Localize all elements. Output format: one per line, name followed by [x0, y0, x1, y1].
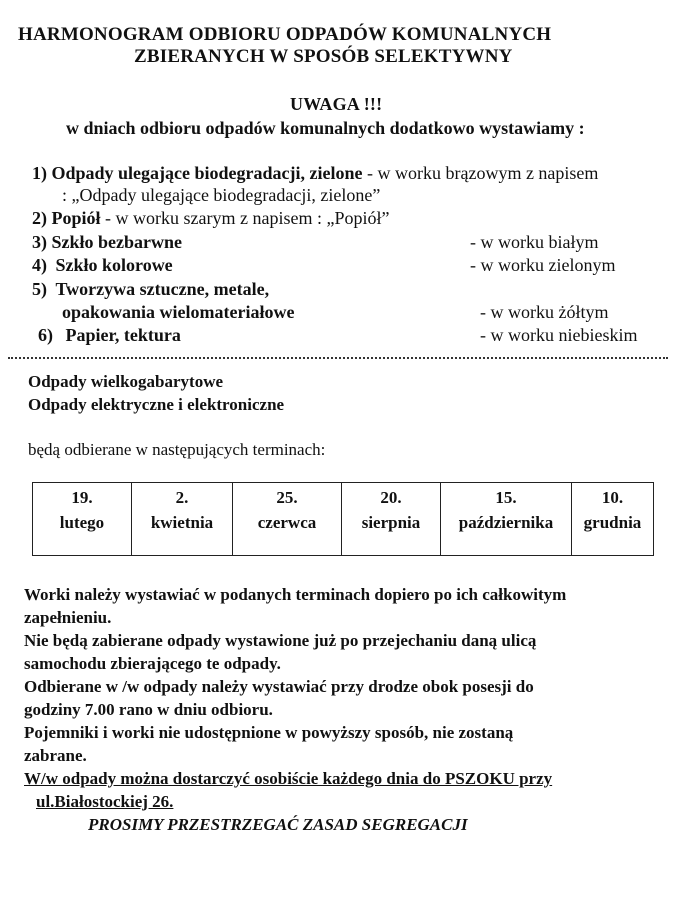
bag-color: - w worku zielonym — [470, 255, 616, 275]
item-description: - w worku brązowym z napisem — [362, 163, 599, 183]
subtitle: w dniach odbioru odpadów komunalnych dodatkowo wystawiamy : — [66, 118, 585, 138]
list-item — [32, 163, 598, 184]
schedule-cell — [572, 483, 654, 556]
item-number: 6) — [38, 325, 53, 345]
item-name: Popiół — [51, 208, 101, 228]
schedule-cell — [233, 483, 342, 556]
schedule-intro: będą odbierane w następujących terminach: — [28, 440, 326, 459]
schedule-table — [32, 482, 654, 556]
item-name: Szkło kolorowe — [55, 255, 173, 275]
electronic-waste-label: Odpady elektryczne i elektroniczne — [28, 395, 285, 414]
item-number: 2) — [32, 208, 47, 228]
item-name: Papier, tektura — [65, 325, 181, 345]
schedule-day: 2. — [175, 488, 189, 507]
item-name-continued: opakowania wielomateriałowe — [62, 302, 295, 322]
list-item — [38, 325, 181, 346]
table-row — [33, 483, 654, 556]
schedule-month: grudnia — [583, 513, 642, 532]
schedule-day: 15. — [495, 488, 517, 507]
schedule-cell — [33, 483, 132, 556]
list-item — [32, 208, 389, 229]
schedule-month: kwietnia — [150, 513, 214, 532]
schedule-month: lutego — [59, 513, 105, 532]
item-number: 4) — [32, 255, 47, 275]
warning-heading: UWAGA !!! — [290, 94, 383, 114]
footer-slogan: PROSIMY PRZESTRZEGAĆ ZASAD SEGREGACJI — [88, 815, 468, 834]
schedule-month: czerwca — [257, 513, 317, 532]
schedule-day: 25. — [276, 488, 298, 507]
list-item — [32, 255, 173, 276]
title-line-2: ZBIERANYCH W SPOSÓB SELEKTYWNY — [134, 46, 513, 67]
schedule-month: października — [458, 513, 554, 532]
schedule-cell — [441, 483, 572, 556]
item-name: Tworzywa sztuczne, metale, — [55, 279, 270, 299]
schedule-day: 19. — [71, 488, 93, 507]
item-description-continued: : „Odpady ulegające biodegradacji, zielone” — [62, 185, 381, 205]
bag-color: - w worku żółtym — [480, 302, 609, 322]
list-item — [32, 232, 182, 253]
item-number: 5) — [32, 279, 47, 299]
title-line-1: HARMONOGRAM ODBIORU ODPADÓW KOMUNALNYCH — [18, 24, 552, 45]
pszok-address: ul.Białostockiej 26. — [36, 792, 174, 811]
item-description: - w worku szarym z napisem : „Popiół” — [100, 208, 390, 228]
item-name: Odpady ulegające biodegradacji, zielone — [51, 163, 363, 183]
bulky-waste-label: Odpady wielkogabarytowe — [28, 372, 224, 391]
bag-color: - w worku niebieskim — [480, 325, 638, 345]
pszok-note: W/w odpady można dostarczyć osobiście każdego dnia do PSZOKU przy — [24, 769, 553, 788]
bag-color: - w worku białym — [470, 232, 599, 252]
item-name: Szkło bezbarwne — [51, 232, 182, 252]
schedule-day: 10. — [601, 488, 624, 507]
schedule-cell — [132, 483, 233, 556]
note-paragraph: Worki należy wystawiać w podanych terminach dopiero po ich całkowitym zapełnieniu. Nie będą zabierane odpady wystawione już po przejechaniu daną ulicą samochodu zbierającego te odpady. Odbierane w /w odpady należy wystawiać przy drodze obok posesji do godziny 7.00 rano w dniu odbioru. Pojemniki i worki nie udostępnione w powyższy sposób, nie zostaną zabrane. W/w odpady można dostarczyć osobiście każdego dnia do PSZOKU przy ul.Białostockiej 26. — [24, 585, 567, 811]
schedule-day: 20. — [380, 488, 402, 507]
item-number: 1) — [32, 163, 47, 183]
schedule-month: sierpnia — [361, 513, 421, 532]
dotted-divider — [8, 357, 668, 359]
list-item — [32, 279, 269, 300]
schedule-cell — [342, 483, 441, 556]
item-number: 3) — [32, 232, 47, 252]
